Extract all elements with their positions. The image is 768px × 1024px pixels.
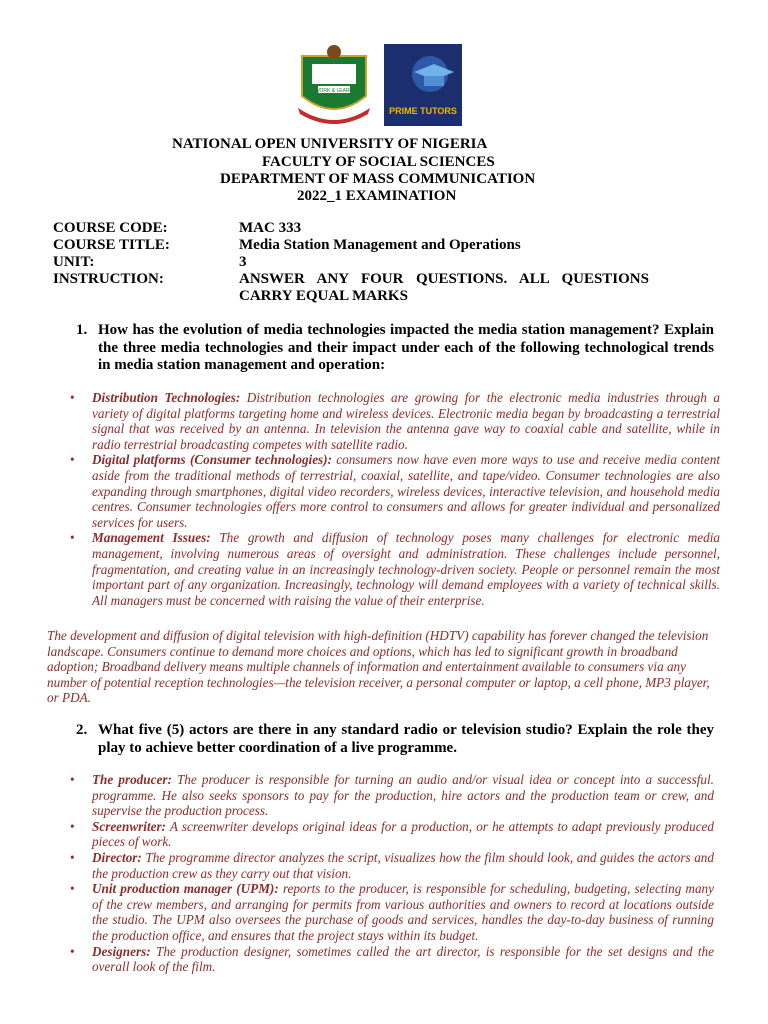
bullet-icon: • [70,530,75,546]
instruction-label: INSTRUCTION: [53,271,164,287]
question-2 [76,722,714,757]
bullet-icon: • [70,849,75,865]
question-number: 1. [76,322,88,338]
question-text: How has the evolution of media technologies impacted the media station management? Explain the three media technologies and their impact under each of the following technological trends in media station management and operation: [98,322,714,373]
bullet-icon: • [70,772,75,787]
exam-title: 2022_1 EXAMINATION [297,188,457,204]
faculty-name: FACULTY OF SOCIAL SCIENCES [262,154,495,170]
answer-head: Digital platforms (Consumer technologies): [92,452,332,468]
answer-head: Management Issues: [92,530,211,546]
list-item [70,530,720,608]
bullet-icon: • [70,390,75,405]
unit-value: 3 [239,254,247,270]
list-item [70,818,714,850]
course-title-label: COURSE TITLE: [53,237,170,253]
course-info [53,220,673,304]
answer-head: Distribution Technologies: [92,390,241,405]
answer-head: The producer: [92,772,172,787]
instruction-value: ANSWER ANY FOUR QUESTIONS. ALL QUESTIONS CARRY EQUAL MARKS [239,271,649,304]
university-name: NATIONAL OPEN UNIVERSITY OF NIGERIA [172,136,488,152]
answer-body: The production designer, sometimes called the art director, is responsible for the set designs and the overall look of the film. [92,943,714,975]
list-item [70,390,720,452]
list-item [70,452,720,530]
answer-body: A screenwriter develops original ideas for a production, or he attempts to adapt previously produced pieces of work. [92,818,714,850]
course-code-value: MAC 333 [239,220,302,236]
list-item [70,849,714,881]
bullet-icon: • [70,943,75,959]
answer-body: The growth and diffusion of technology poses many challenges for electronic media management, involving numerous areas of oversight and administration. These challenges include personnel, fragmentation, and creating value in an increasingly technology-driven society. People or personnel remain the most important part of any organization. Increasingly, technology will demand employees with a variety of technical skills. All managers must be concerned with raising the value of their enterprise. [92,530,720,608]
list-item [70,881,714,943]
logos [292,42,464,128]
answer-body: The programme director analyzes the script, visualizes how the film should look, and guides the actors and the production crew as they carry out that vision. [92,849,714,881]
bullet-icon: • [70,452,75,468]
answer-head: Unit production manager (UPM): [92,881,279,897]
unit-label: UNIT: [53,254,95,270]
answer-paragraph: The development and diffusion of digital television with high-definition (HDTV) capability has forever changed the television landscape. Consumers continue to demand more choices and options, which has led to significant growth in broadband adoption; Broadband delivery means multiple channels of information and entertainment available to consumers via any number of potential reception technologies—the television receiver, a personal computer or laptop, a cell phone, MP3 player, or PDA. [47,628,710,706]
department-name: DEPARTMENT OF MASS COMMUNICATION [220,171,536,187]
list-item [70,772,714,819]
logo2-wordmark: PRIME TUTORS [389,106,457,116]
question-1 [76,322,714,375]
answer-body: reports to the producer, is responsible for scheduling, budgeting, selecting many of the crew members, and arranging for permits from various authorities and owners to record at locations outside the studio. The UPM also oversees the purchase of goods and services, handles the day-to-day business of running the production office, and ensures that the project stays within its budget. [92,881,714,943]
answer-head: Designers: [92,943,151,959]
bullet-icon: • [70,881,75,897]
q2-answers [70,772,714,975]
answer-head: Director: [92,849,142,865]
q1-answers [70,390,720,608]
course-title-value: Media Station Management and Operations [239,237,521,253]
question-text: What five (5) actors are there in any standard radio or television studio? Explain the role they play to achieve better coordination of a live programme. [98,722,714,756]
list-item [70,943,714,975]
question-number: 2. [76,722,88,738]
answer-body: Distribution technologies are growing for the electronic media industries through a variety of digital platforms targeting home and wireless devices. Electronic media began by broadcasting a terrestrial signal that was received by an antenna. In television the antenna gave way to coaxial cable and satellite, while in radio terrestrial broadcasting competes with satellite radio. [92,390,720,452]
answer-body: The producer is responsible for turning an audio and/or visual idea or concept into a successful. programme. He also seeks sponsors to pay for the production, hire actors and the production team or crew, and supervise the production process. [92,772,714,819]
bullet-icon: • [70,818,75,834]
noun-logo [292,42,376,128]
course-code-label: COURSE CODE: [53,220,168,236]
logo1-banner: WORK & LEARN [314,88,354,94]
prime-tutors-logo [384,44,462,126]
answer-head: Screenwriter: [92,818,166,834]
answer-body: consumers now have even more ways to use and receive media content aside from the traditional methods of terrestrial, coaxial, satellite, and tape/video. Consumer technologies are also expanding through smartphones, digital video recorders, wireless devices, interactive television, and household media centres. Consumer technologies offers more control to consumers and allows for greater individual and personalized services for users. [92,452,720,530]
